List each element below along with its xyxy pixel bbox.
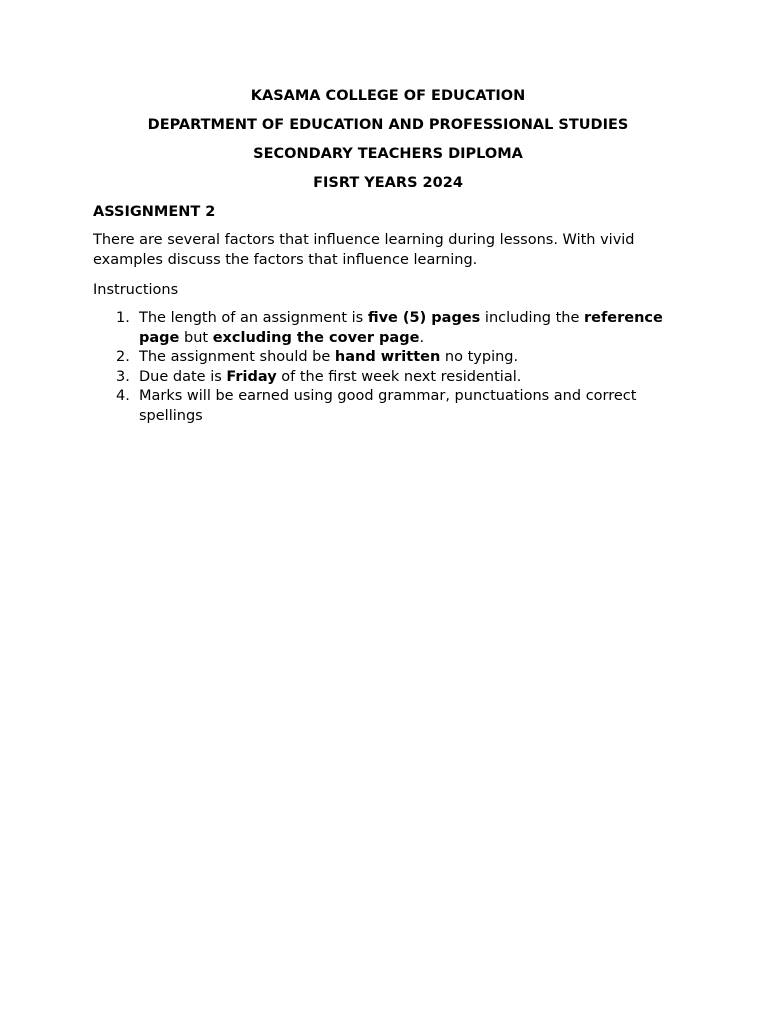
instructions-label: Instructions <box>93 282 179 298</box>
instruction-item <box>93 387 683 426</box>
instruction-text: Due date is Friday of the first week next residential. <box>139 368 522 385</box>
instruction-number: 4. <box>116 388 130 404</box>
college-name: KASAMA COLLEGE OF EDUCATION <box>250 88 526 104</box>
year-heading: FISRT YEARS 2024 <box>313 175 463 191</box>
instruction-text: The length of an assignment is five (5) pages including the reference page but excluding the cover page. <box>139 310 663 346</box>
department-name: DEPARTMENT OF EDUCATION AND PROFESSIONAL STUDIES <box>147 117 629 133</box>
document-page <box>93 86 683 426</box>
instruction-item <box>93 309 683 348</box>
program-name: SECONDARY TEACHERS DIPLOMA <box>253 146 523 162</box>
assignment-title: ASSIGNMENT 2 <box>93 204 216 220</box>
instruction-text: Marks will be earned using good grammar, punctuations and correct spellings <box>139 388 637 424</box>
instruction-text: The assignment should be hand written no typing. <box>139 349 519 365</box>
assignment-question: There are several factors that influence learning during lessons. With vivid examples discuss the factors that influence learning. <box>93 232 635 268</box>
instruction-number: 2. <box>116 349 130 365</box>
instructions-list <box>93 309 683 426</box>
instruction-item <box>93 348 683 368</box>
instruction-number: 3. <box>116 368 130 385</box>
instruction-number: 1. <box>116 310 130 326</box>
instruction-item <box>93 368 683 388</box>
